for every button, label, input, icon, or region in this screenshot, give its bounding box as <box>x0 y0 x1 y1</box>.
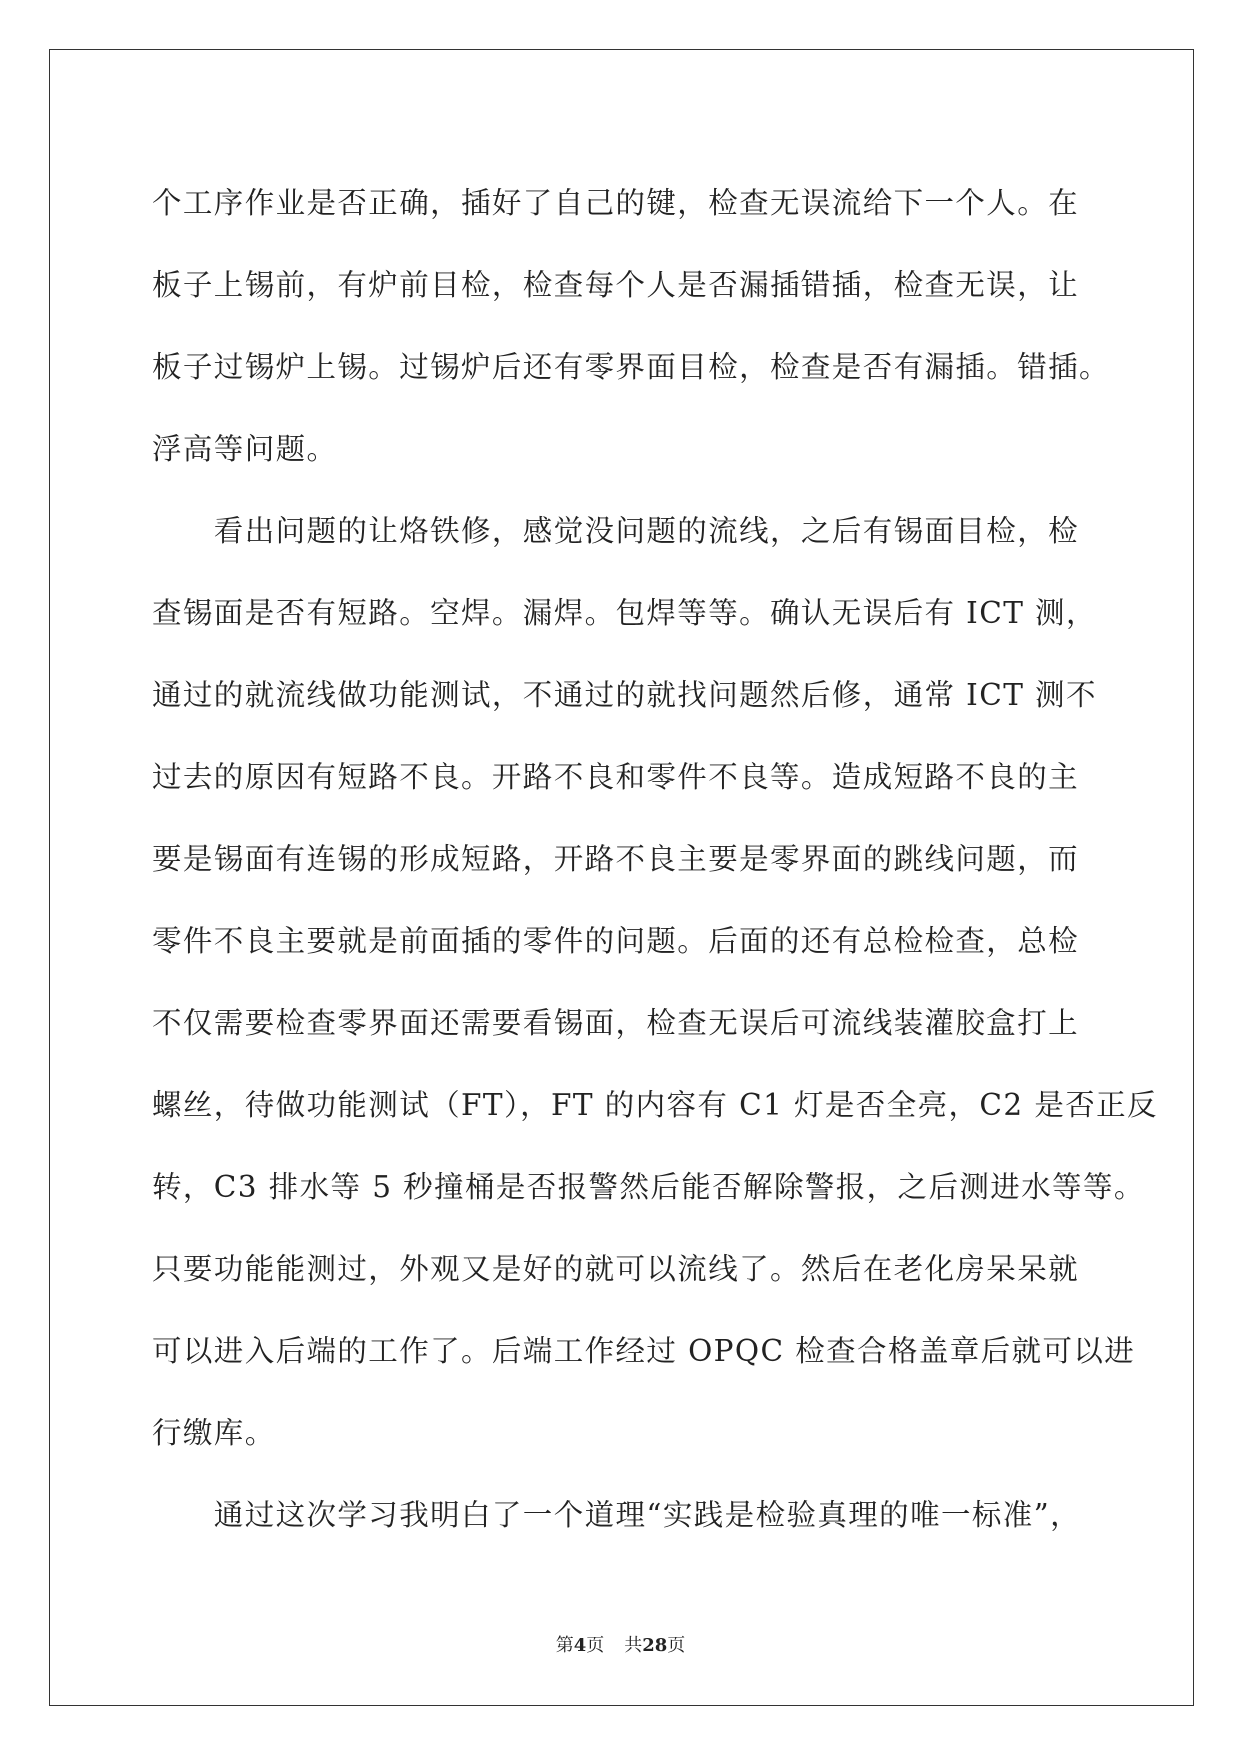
text-line: 转，C3 排水等 5 秒撞桶是否报警然后能否解除警报，之后测进水等等。 <box>152 1170 1145 1204</box>
page-number: 4 <box>573 1635 587 1656</box>
text-line: 可以进入后端的工作了。后端工作经过 OPQC 检查合格盖章后就可以进 <box>152 1334 1136 1368</box>
text-line: 个工序作业是否正确，插好了自己的键，检查无误流给下一个人。在 <box>152 186 1080 220</box>
document-body <box>152 162 1158 1556</box>
text-line: 螺丝，待做功能测试（FT），FT 的内容有 C1 灯是否全亮，C2 是否正反 <box>152 1088 1158 1122</box>
text-line: 要是锡面有连锡的形成短路，开路不良主要是零界面的跳线问题，而 <box>152 842 1080 876</box>
text-line: 零件不良主要就是前面插的零件的问题。后面的还有总检检查，总检 <box>152 924 1080 958</box>
text-line: 通过这次学习我明白了一个道理“实践是检验真理的唯一标准”， <box>152 1498 1082 1532</box>
text-line: 不仅需要检查零界面还需要看锡面，检查无误后可流线装灌胶盒打上 <box>152 1006 1080 1040</box>
text-line: 通过的就流线做功能测试，不通过的就找问题然后修，通常 ICT 测不 <box>152 678 1097 712</box>
total-prefix: 共 <box>624 1635 643 1656</box>
total-pages: 28 <box>642 1635 668 1656</box>
text-line: 板子过锡炉上锡。过锡炉后还有零界面目检，检查是否有漏插。错插。 <box>152 350 1110 384</box>
page-footer <box>0 1631 1241 1657</box>
text-line: 看出问题的让烙铁修，感觉没问题的流线，之后有锡面目检，检 <box>152 514 1080 548</box>
text-line: 只要功能能测过，外观又是好的就可以流线了。然后在老化房呆呆就 <box>152 1252 1080 1286</box>
text-line: 过去的原因有短路不良。开路不良和零件不良等。造成短路不良的主 <box>152 760 1080 794</box>
page-prefix: 第 <box>555 1635 574 1656</box>
text-line: 行缴库。 <box>152 1416 276 1450</box>
text-line: 查锡面是否有短路。空焊。漏焊。包焊等等。确认无误后有 ICT 测， <box>152 596 1097 630</box>
text-line: 浮高等问题。 <box>152 432 338 466</box>
total-suffix: 页 <box>667 1635 686 1656</box>
page-suffix: 页 <box>586 1635 605 1656</box>
text-line: 板子上锡前，有炉前目检，检查每个人是否漏插错插，检查无误，让 <box>152 268 1080 302</box>
